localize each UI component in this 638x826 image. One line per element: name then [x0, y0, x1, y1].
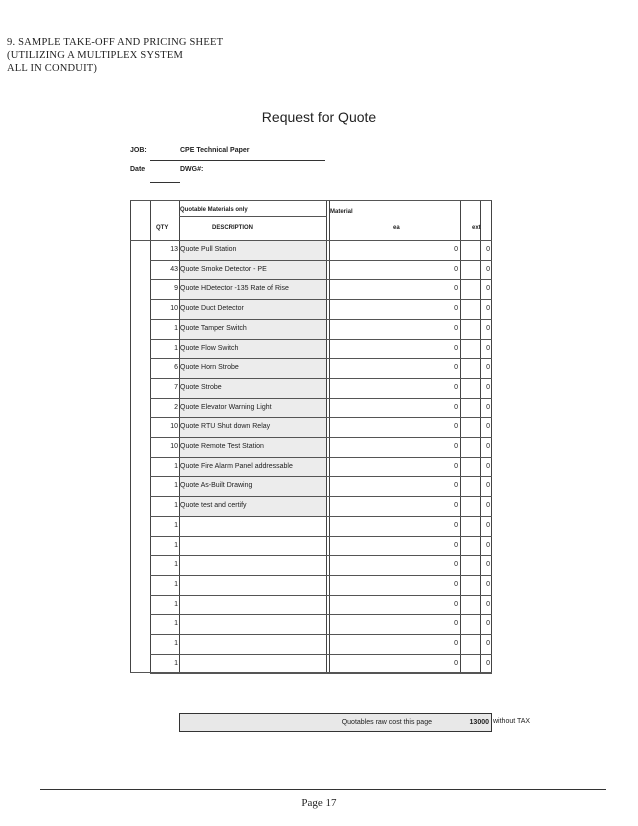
ea-cell: 0	[454, 443, 458, 450]
job-label: JOB:	[130, 147, 147, 154]
qty-cell: 2	[174, 403, 178, 411]
ext-cell: 0	[486, 521, 490, 529]
ext-cell: 0	[486, 285, 490, 293]
total-box	[179, 713, 492, 732]
qty-cell: 1	[174, 541, 178, 549]
row-line	[150, 279, 492, 280]
row-line	[150, 476, 492, 477]
description-cell: Quote test and certify	[180, 502, 247, 510]
column-line	[329, 200, 330, 672]
ext-cell: 0	[486, 541, 490, 549]
description-cell: Quote Fire Alarm Panel addressable	[180, 462, 293, 470]
row-line	[150, 398, 492, 399]
row-line	[150, 319, 492, 320]
header-divider	[179, 216, 327, 217]
footer-rule	[40, 789, 606, 790]
qty-header: QTY	[156, 225, 169, 231]
ext-cell: 0	[486, 423, 490, 431]
ext-cell: 0	[486, 246, 490, 253]
qty-cell: 1	[174, 620, 178, 628]
header-line-3: ALL IN CONDUIT)	[7, 63, 98, 74]
form-title: Request for Quote	[261, 109, 377, 125]
qty-cell: 1	[174, 324, 178, 332]
header-line-2: (UTILIZING A MULTIPLEX SYSTEM	[7, 50, 184, 61]
qty-cell: 43	[170, 265, 178, 273]
qty-cell: 1	[174, 561, 178, 569]
qty-cell: 6	[174, 364, 178, 372]
qty-cell: 1	[174, 344, 178, 352]
row-line	[150, 595, 492, 596]
ea-cell: 0	[454, 383, 458, 391]
ea-cell: 0	[454, 521, 458, 529]
row-line	[150, 358, 492, 359]
ext-cell: 0	[486, 403, 490, 411]
quote-table	[130, 200, 492, 672]
column-line	[326, 200, 327, 672]
description-cell: Quote Tamper Switch	[180, 324, 247, 332]
ea-cell: 0	[454, 659, 458, 667]
date-underline	[150, 182, 180, 183]
row-line	[150, 299, 492, 300]
ext-cell: 0	[486, 640, 490, 647]
row-line	[150, 575, 492, 576]
table-bottom-border	[130, 672, 492, 673]
job-value: CPE Technical Paper	[180, 147, 250, 154]
description-cell: Quote HDetector -135 Rate of Rise	[180, 285, 289, 293]
row-line	[150, 516, 492, 517]
qty-cell: 10	[170, 423, 178, 431]
total-value: 13000	[469, 719, 489, 726]
ea-cell: 0	[454, 502, 458, 510]
row-line	[150, 496, 492, 497]
ea-cell: 0	[454, 265, 458, 273]
job-underline	[150, 160, 325, 161]
row-line	[150, 417, 492, 418]
qty-cell: 9	[174, 285, 178, 293]
ext-cell: 0	[486, 561, 490, 569]
qty-cell: 1	[174, 521, 178, 529]
ext-cell: 0	[486, 502, 490, 510]
qty-cell: 1	[174, 659, 178, 667]
description-cell: Quote Smoke Detector - PE	[180, 265, 267, 273]
ext-cell: 0	[486, 305, 490, 313]
qty-cell: 1	[174, 580, 178, 588]
header-line-1: 9. SAMPLE TAKE-OFF AND PRICING SHEET	[7, 37, 224, 48]
qty-cell: 10	[170, 305, 178, 313]
dwg-label: DWG#:	[180, 166, 204, 173]
description-header: DESCRIPTION	[212, 225, 254, 231]
row-line	[150, 614, 492, 615]
ea-cell: 0	[454, 364, 458, 372]
ext-cell: 0	[486, 344, 490, 352]
row-line	[150, 260, 492, 261]
column-line	[460, 200, 461, 672]
row-line	[150, 457, 492, 458]
ext-cell: 0	[486, 364, 490, 372]
row-line	[150, 634, 492, 635]
qty-cell: 1	[174, 462, 178, 470]
ext-header: ext	[472, 225, 481, 231]
row-line	[150, 378, 492, 379]
total-label: Quotables raw cost this page	[341, 719, 432, 726]
qty-cell: 10	[170, 443, 178, 450]
ea-cell: 0	[454, 344, 458, 352]
qty-cell: 1	[174, 640, 178, 647]
date-label: Date	[130, 166, 146, 173]
description-cell: Quote As-Built Drawing	[180, 482, 253, 490]
ea-cell: 0	[454, 600, 458, 608]
qty-cell: 7	[174, 383, 178, 391]
ext-cell: 0	[486, 324, 490, 332]
section-label: Quotable Materials only	[180, 207, 248, 213]
column-line	[491, 200, 492, 672]
ea-cell: 0	[454, 246, 458, 253]
ext-cell: 0	[486, 383, 490, 391]
material-label: Material	[330, 209, 353, 215]
row-line	[150, 339, 492, 340]
ext-cell: 0	[486, 600, 490, 608]
qty-cell: 1	[174, 600, 178, 608]
ea-cell: 0	[454, 324, 458, 332]
row-line	[150, 437, 492, 438]
qty-cell: 1	[174, 502, 178, 510]
page-number: Page 17	[301, 797, 337, 809]
ext-cell: 0	[486, 443, 490, 450]
ea-cell: 0	[454, 580, 458, 588]
ea-cell: 0	[454, 620, 458, 628]
description-cell: Quote Remote Test Station	[180, 443, 264, 450]
description-cell: Quote Elevator Warning Light	[180, 403, 272, 411]
description-cell: Quote Pull Station	[180, 246, 237, 253]
ea-cell: 0	[454, 285, 458, 293]
column-line	[130, 200, 131, 672]
ext-cell: 0	[486, 482, 490, 490]
row-line	[150, 555, 492, 556]
ext-cell: 0	[486, 659, 490, 667]
ext-cell: 0	[486, 580, 490, 588]
ea-cell: 0	[454, 403, 458, 411]
header-bottom-border	[130, 240, 492, 241]
description-cell: Quote Duct Detector	[180, 305, 244, 313]
row-line	[150, 654, 492, 655]
ea-header: ea	[393, 225, 400, 231]
ext-cell: 0	[486, 462, 490, 470]
qty-cell: 13	[170, 246, 178, 253]
ea-cell: 0	[454, 541, 458, 549]
qty-cell: 1	[174, 482, 178, 490]
row-line	[150, 673, 492, 674]
row-line	[150, 536, 492, 537]
ea-cell: 0	[454, 561, 458, 569]
description-cell: Quote RTU Shut down Relay	[180, 423, 271, 431]
total-tax-note: without TAX	[493, 718, 531, 725]
description-cell: Quote Horn Strobe	[180, 364, 239, 372]
ea-cell: 0	[454, 305, 458, 313]
description-cell: Quote Flow Switch	[180, 344, 239, 352]
ea-cell: 0	[454, 640, 458, 647]
ea-cell: 0	[454, 423, 458, 431]
ext-cell: 0	[486, 265, 490, 273]
ea-cell: 0	[454, 462, 458, 470]
ext-cell: 0	[486, 620, 490, 628]
table-top-border	[130, 200, 492, 201]
description-cell: Quote Strobe	[180, 383, 222, 391]
ea-cell: 0	[454, 482, 458, 490]
